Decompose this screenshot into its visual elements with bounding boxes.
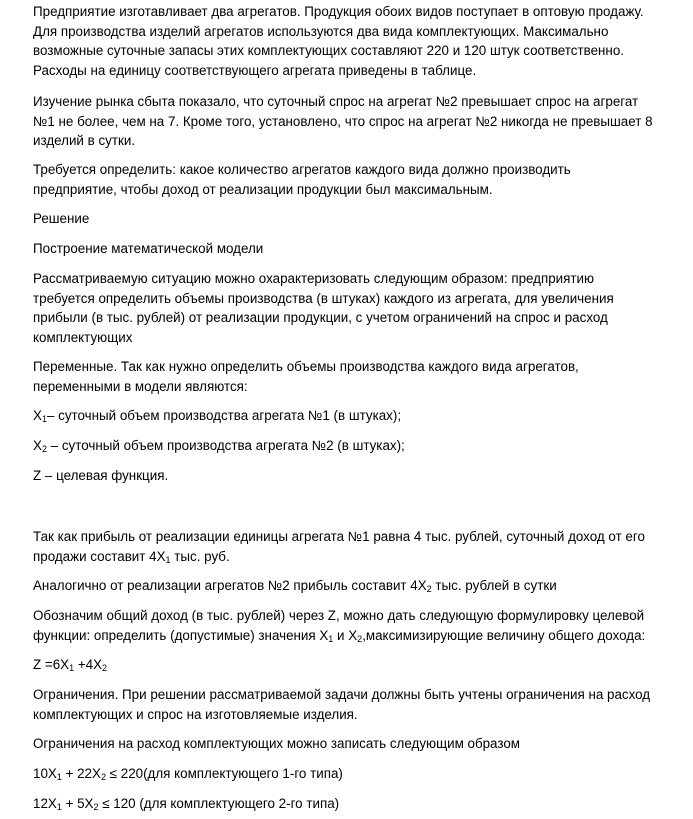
paragraph-2-line-3: изделий в сутки. bbox=[33, 133, 136, 148]
paragraph-1-line-4: Расходы на единицу соответствующего агрегата приведены в таблице. bbox=[33, 62, 477, 78]
constraint-2 bbox=[33, 794, 339, 814]
heading-solution: Решение bbox=[33, 211, 90, 226]
paragraph-4-line-1: Рассматриваемую ситуацию можно охарактеризовать следующим образом: предприятию bbox=[33, 271, 595, 286]
variable-x1-subscript: 1 bbox=[41, 414, 47, 424]
paragraph-6-subscript: 1 bbox=[165, 554, 171, 565]
paragraph-4-line-4: комплектующих bbox=[33, 329, 133, 345]
paragraph-4-line-2: требуется определить объемы производства (в штуках) каждого из агрегата, для увеличения bbox=[33, 290, 614, 306]
constraint-1-subscript-2: 2 bbox=[100, 772, 106, 782]
paragraph-8-text-a: функции: определить (допустимые) значения X bbox=[33, 627, 329, 643]
paragraph-5-line-1: Переменные. Так как нужно определить объемы производства каждого вида агрегатов, bbox=[33, 359, 579, 374]
variable-x1-text: – суточный объем производства агрегата №1 (в штуках); bbox=[46, 408, 402, 423]
objective-text-b: +4X bbox=[74, 657, 103, 672]
paragraph-8-line-1: Обозначим общий доход (в тыс. рублей) через Z, можно дать следующую формулировку целевой bbox=[33, 608, 645, 623]
objective-subscript-2: 2 bbox=[102, 663, 108, 673]
paragraph-1-line-1: Предприятие изготавливает два агрегатов. Продукция обоих видов поступает в оптовую продажу. bbox=[33, 4, 644, 19]
paragraph-6-text-b: тыс. руб. bbox=[170, 548, 230, 564]
paragraph-7 bbox=[33, 576, 557, 596]
variable-x2-definition bbox=[33, 436, 405, 456]
variable-x2-subscript: 2 bbox=[41, 444, 47, 454]
objective-text-a: Z =6X bbox=[33, 657, 70, 672]
paragraph-6-line-1: Так как прибыль от реализации единицы агрегата №1 равна 4 тыс. рублей, суточный доход от его bbox=[33, 529, 645, 544]
objective-function bbox=[33, 655, 107, 675]
constraint-2-text-b: + 5X bbox=[61, 796, 94, 811]
constraint-2-subscript-2: 2 bbox=[93, 802, 99, 812]
paragraph-3-line-1: Требуется определить: какое количество агрегатов каждого вида должно производить bbox=[33, 162, 571, 177]
paragraph-6-line-2 bbox=[33, 547, 230, 567]
paragraph-6-text-a: продажи составит 4X bbox=[33, 548, 166, 564]
constraint-2-subscript-1: 1 bbox=[56, 802, 62, 812]
paragraph-7-text-b: тыс. рублей в сутки bbox=[431, 578, 557, 593]
paragraph-8-text-b: и X bbox=[333, 627, 358, 643]
variable-x1-definition bbox=[33, 406, 401, 426]
paragraph-8-subscript-1: 1 bbox=[328, 633, 334, 644]
variable-x2-text: – суточный объем производства агрегата №2 (в штуках); bbox=[46, 438, 405, 453]
variable-x1-symbol: X bbox=[33, 408, 42, 423]
constraint-2-text-c: ≤ 120 (для комплектующего 2-го типа) bbox=[98, 796, 340, 811]
objective-subscript-1: 1 bbox=[69, 663, 75, 673]
paragraph-10: Ограничения на расход комплектующих можно записать следующим образом bbox=[33, 736, 520, 751]
variable-x2-symbol: X bbox=[33, 438, 42, 453]
paragraph-8-text-c: ,максимизирующие величину общего дохода: bbox=[362, 627, 646, 643]
paragraph-2-line-1: Изучение рынка сбыта показало, что суточный спрос на агрегат №2 превышает спрос на агрегат bbox=[33, 94, 639, 109]
paragraph-1-line-2: Для производства изделий агрегатов используются два вида комплектующих. Максимально bbox=[33, 23, 609, 39]
paragraph-2-line-2: №1 не более, чем на 7. Кроме того, установлено, что спрос на агрегат №2 никогда не превышает 8 bbox=[33, 113, 653, 129]
constraint-1 bbox=[33, 764, 343, 784]
paragraph-8-line-2 bbox=[33, 626, 645, 646]
paragraph-9-line-1: Ограничения. При решении рассматриваемой задачи должны быть учтены ограничения на расход bbox=[33, 687, 651, 702]
paragraph-4-line-3: прибыли (в тыс. рублей) от реализации продукции, с учетом ограничений на спрос и расход bbox=[33, 310, 608, 325]
paragraph-9-line-2: комплектующих и спрос на изготовляемые изделия. bbox=[33, 706, 358, 722]
constraint-1-text-c: ≤ 220(для комплектующего 1-го типа) bbox=[105, 766, 343, 781]
variable-z-definition: Z – целевая функция. bbox=[33, 468, 169, 483]
paragraph-5-line-2: переменными в модели являются: bbox=[33, 378, 248, 394]
constraint-1-text-b: + 22X bbox=[61, 766, 101, 781]
paragraph-1-line-3: возможные суточные запасы этих комплектующих составляют 220 и 120 штук соответственно. bbox=[33, 43, 624, 58]
constraint-2-text-a: 12X bbox=[33, 796, 57, 811]
paragraph-7-text-a: Аналогично от реализации агрегатов №2 прибыль составит 4X bbox=[33, 578, 427, 593]
paragraph-7-subscript: 2 bbox=[426, 584, 432, 594]
constraint-1-subscript-1: 1 bbox=[56, 772, 62, 782]
constraint-1-text-a: 10X bbox=[33, 766, 57, 781]
heading-math-model: Построение математической модели bbox=[33, 241, 264, 256]
paragraph-8-subscript-2: 2 bbox=[357, 633, 363, 644]
paragraph-3-line-2: предприятие, чтобы доход от реализации продукции был максимальным. bbox=[33, 181, 493, 197]
